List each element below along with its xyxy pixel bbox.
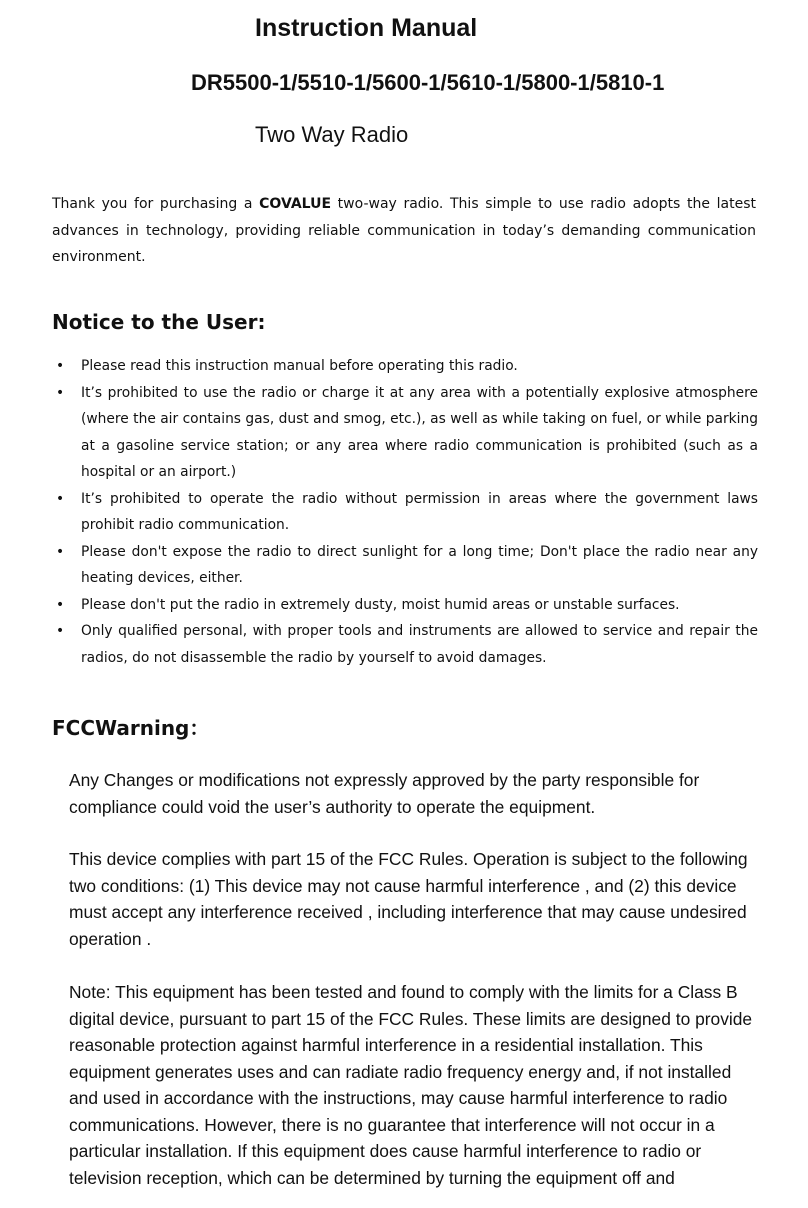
fcc-paragraph-note: Note: This equipment has been tested and found to comply with the limits for a Class B digital device, pursuant to part 15 of the FCC Rules. These limits are designed to provide reasonable protection against harmful interference in a residential installation. This equipment generates uses and can radiate radio frequency energy and, if not installed and used in accordance with the instructions, may cause harmful interference to radio communications. However, there is no guarantee that interference will not occur in a particular installation. If this equipment does cause harmful interference to radio or television reception, which can be determined by turning the equipment off and bbox=[69, 982, 753, 1188]
brand-name: COVALUE bbox=[259, 196, 332, 212]
document-title: Instruction Manual bbox=[255, 14, 478, 42]
fcc-paragraph-changes: Any Changes or modifications not expressly approved by the party responsible for compliance could void the user’s authority to operate the equipment. bbox=[69, 770, 700, 817]
list-item bbox=[52, 380, 758, 486]
bullet-icon: • bbox=[56, 543, 65, 560]
document-subtitle: Two Way Radio bbox=[255, 122, 409, 147]
list-item-text: Please don't put the radio in extremely dusty, moist humid areas or unstable surfaces. bbox=[81, 596, 680, 613]
bullet-icon: • bbox=[56, 384, 65, 401]
list-item bbox=[52, 618, 758, 671]
fcc-warning-heading: FCCWarning： bbox=[52, 716, 210, 740]
list-item-text: Only qualified personal, with proper tools and instruments are allowed to service and repair the radios, do not disassemble the radio by yourself to avoid damages. bbox=[81, 623, 758, 666]
list-item-text: It’s prohibited to operate the radio without permission in areas where the government laws prohibit radio communication. bbox=[81, 490, 758, 533]
list-item-text: It’s prohibited to use the radio or charge it at any area with a potentially explosive atmosphere (where the air contains gas, dust and smog, etc.), as well as while taking on fuel, or while parking at a gasoline service station; or any area where radio communication is prohibited (such as a hospital or an airport.) bbox=[81, 384, 758, 480]
notice-heading: Notice to the User: bbox=[52, 310, 266, 334]
list-item bbox=[52, 486, 758, 539]
list-item bbox=[52, 353, 758, 380]
model-numbers: DR5500-1/5510-1/5600-1/5610-1/5800-1/5810-1 bbox=[191, 70, 665, 95]
list-item bbox=[52, 539, 758, 592]
bullet-icon: • bbox=[56, 358, 65, 374]
intro-paragraph bbox=[52, 191, 756, 271]
bullet-icon: • bbox=[56, 596, 65, 613]
notice-list bbox=[52, 353, 758, 671]
list-item-text: Please read this instruction manual before operating this radio. bbox=[81, 358, 518, 374]
intro-text-end: two-way radio. This simple to use radio adopts the latest advances in technology, providing reliable communication in today’s demanding communication environment. bbox=[52, 196, 756, 265]
list-item-text: Please don't expose the radio to direct sunlight for a long time; Don't place the radio near any heating devices, either. bbox=[81, 543, 758, 586]
bullet-icon: • bbox=[56, 623, 65, 639]
list-item bbox=[52, 592, 758, 619]
intro-text-start: Thank you for purchasing a bbox=[52, 196, 260, 212]
fcc-paragraph-compliance: This device complies with part 15 of the FCC Rules. Operation is subject to the following two conditions: (1) This device may not cause harmful interference , and (2) this device must accept any interference received , including interference that may cause undesired operation . bbox=[69, 849, 748, 949]
bullet-icon: • bbox=[56, 490, 65, 507]
